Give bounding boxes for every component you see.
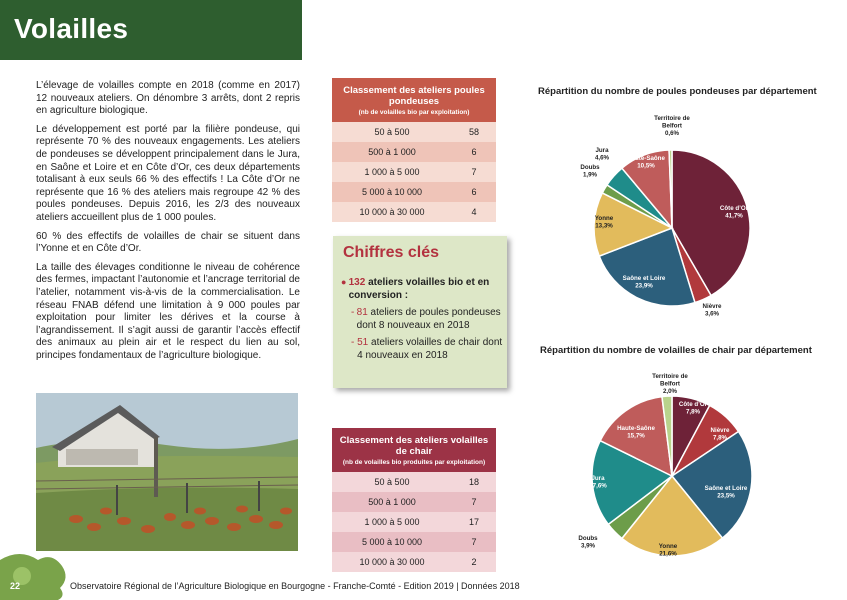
count-cell: 6 bbox=[471, 147, 477, 157]
item-number: 51 bbox=[357, 337, 369, 348]
range-cell: 5 000 à 10 000 bbox=[361, 537, 423, 547]
count-cell: 7 bbox=[471, 497, 477, 507]
table-row bbox=[332, 182, 496, 202]
table-title: Classement des ateliers poules pondeuses bbox=[343, 85, 485, 107]
pie-label-cote-d-or: Côte d’Or 7,8% bbox=[678, 401, 708, 416]
chart-title-pondeuses: Répartition du nombre de poules pondeuses par département bbox=[538, 86, 817, 97]
pie-label-cote-d-or: Côte d’Or 41,7% bbox=[719, 205, 749, 220]
item-text: ateliers de poules pondeuses dont 8 nouveaux en 2018 bbox=[356, 307, 501, 331]
range-cell: 500 à 1 000 bbox=[368, 147, 416, 157]
pie-label-nievre: Nièvre 7,8% bbox=[710, 427, 730, 442]
table-row bbox=[332, 472, 496, 492]
range-cell: 500 à 1 000 bbox=[368, 497, 416, 507]
leaf-decoration-icon bbox=[0, 548, 70, 600]
count-cell: 58 bbox=[468, 127, 479, 137]
range-cell: 1 000 à 5 000 bbox=[364, 167, 420, 177]
dash-icon: - bbox=[351, 337, 355, 348]
page-number: 22 bbox=[10, 581, 21, 591]
table-subtitle: (nb de volailles bio par exploitation) bbox=[358, 109, 470, 116]
count-cell: 18 bbox=[468, 477, 479, 487]
main-text: ateliers volailles bio et en conversion : bbox=[348, 277, 490, 301]
table-chair bbox=[332, 428, 496, 572]
pie-label-jura: Jura 4,6% bbox=[594, 147, 610, 162]
table-row bbox=[332, 122, 496, 142]
count-cell: 7 bbox=[471, 537, 477, 547]
table-row bbox=[332, 532, 496, 552]
table-row bbox=[332, 142, 496, 162]
paragraph-1: L’élevage de volailles compte en 2018 (comme en 2017) 12 nouveaux ateliers. On dénombre 3 arrêts, dont 2 repris en agriculture biologique. bbox=[36, 80, 300, 117]
range-cell: 10 000 à 30 000 bbox=[359, 557, 425, 567]
range-cell: 50 à 500 bbox=[374, 127, 410, 137]
paragraph-4: La taille des élevages conditionne le niveau de cohérence des fermes, impactant l’autonomie et l’ancrage territorial de l’atelier, notamment vis-à-vis de la commercialisation. Le réseau FNAB défend une limitation à 9 000 poules par exploitation pour limiter les dérives et la course à l’agrandissement. Il s’agit aussi de garantir l’accès effectif des animaux au plein air et le respect du lien au sol, principes fondamentaux de l’agriculture biologique. bbox=[36, 261, 300, 361]
table-title: Classement des ateliers volailles de chair bbox=[339, 435, 489, 457]
table-pondeuses bbox=[332, 78, 496, 222]
pie-chart-chair bbox=[548, 360, 808, 582]
range-cell: 50 à 500 bbox=[374, 477, 410, 487]
item-number: 81 bbox=[356, 307, 368, 318]
body-text bbox=[36, 80, 300, 368]
page-title: Volailles bbox=[14, 13, 129, 44]
key-figure-main bbox=[341, 276, 503, 302]
count-cell: 6 bbox=[471, 187, 477, 197]
paragraph-2: Le développement est porté par la filière pondeuse, qui représente 70 % des nouveaux engagements. Les ateliers de pondeuses se développent principalement dans le Jura, en Saône et Loire et en Côte d’Or, ces deux départements totalisant à eux seuls 66 % des effectifs ! La Côte d’Or ne représente que 16 % des ateliers mais regroupe 42 % des poules pondeuses. Depuis 2016, les 2/3 des nouveaux ateliers accueillent plus de 1 000 poules. bbox=[36, 123, 300, 223]
item-text: ateliers volailles de chair dont 4 nouveaux en 2018 bbox=[357, 337, 503, 361]
range-cell: 10 000 à 30 000 bbox=[359, 207, 425, 217]
pie-label-territoire-de-belfort: Territoire de Belfort 0,6% bbox=[654, 115, 690, 137]
count-cell: 4 bbox=[471, 207, 477, 217]
key-figures-list bbox=[341, 276, 503, 362]
table-header bbox=[332, 78, 496, 122]
bullet-icon: ● bbox=[341, 277, 347, 287]
pie-label-doubs: Doubs 1,9% bbox=[580, 164, 600, 179]
pie-label-territoire-de-belfort: Territoire de Belfort 2,0% bbox=[652, 373, 688, 395]
count-cell: 7 bbox=[471, 167, 477, 177]
pie-label-yonne: Yonne 13,3% bbox=[594, 215, 614, 230]
table-row bbox=[332, 492, 496, 512]
footer-text: Observatoire Régional de l’Agriculture Biologique en Bourgogne - Franche-Comté - Edition 2019 | Données 2018 bbox=[70, 581, 520, 591]
pie-label-haute-saone: Haute-Saône 15,7% bbox=[617, 425, 655, 440]
table-row bbox=[332, 162, 496, 182]
count-cell: 17 bbox=[468, 517, 479, 527]
table-row bbox=[332, 512, 496, 532]
pie-label-saone-et-loire: Saône et Loire 23,9% bbox=[622, 275, 666, 290]
pie-label-saone-et-loire: Saône et Loire 23,5% bbox=[704, 485, 748, 500]
table-header bbox=[332, 428, 496, 472]
table-subtitle: (nb de volailles bio produites par exploitation) bbox=[342, 459, 486, 466]
range-cell: 5 000 à 10 000 bbox=[361, 187, 423, 197]
table-row bbox=[332, 552, 496, 572]
pie-label-yonne: Yonne 21,6% bbox=[658, 543, 678, 558]
key-figure-item bbox=[351, 306, 503, 332]
paragraph-3: 60 % des effectifs de volailles de chair se situent dans l’Yonne et en Côte d’Or. bbox=[36, 230, 300, 255]
main-number: 132 bbox=[348, 277, 366, 288]
pie-chart-pondeuses bbox=[548, 98, 808, 328]
table-row bbox=[332, 202, 496, 222]
range-cell: 1 000 à 5 000 bbox=[364, 517, 420, 527]
dash-icon: - bbox=[351, 307, 355, 318]
key-figures-title: Chiffres clés bbox=[343, 244, 440, 261]
pie-label-jura: Jura 17,6% bbox=[589, 475, 607, 490]
title-banner bbox=[0, 0, 302, 60]
pie-label-doubs: Doubs 3,9% bbox=[578, 535, 598, 550]
key-figures-box bbox=[333, 236, 507, 388]
chart-title-chair: Répartition du nombre de volailles de chair par département bbox=[540, 345, 812, 356]
chicken-farm-photo bbox=[36, 393, 298, 551]
pie-label-nievre: Nièvre 3,6% bbox=[702, 303, 722, 318]
count-cell: 2 bbox=[471, 557, 477, 567]
pie-label-haute-saone: Haute-Saône 10,5% bbox=[627, 155, 665, 170]
key-figure-item bbox=[351, 336, 503, 362]
